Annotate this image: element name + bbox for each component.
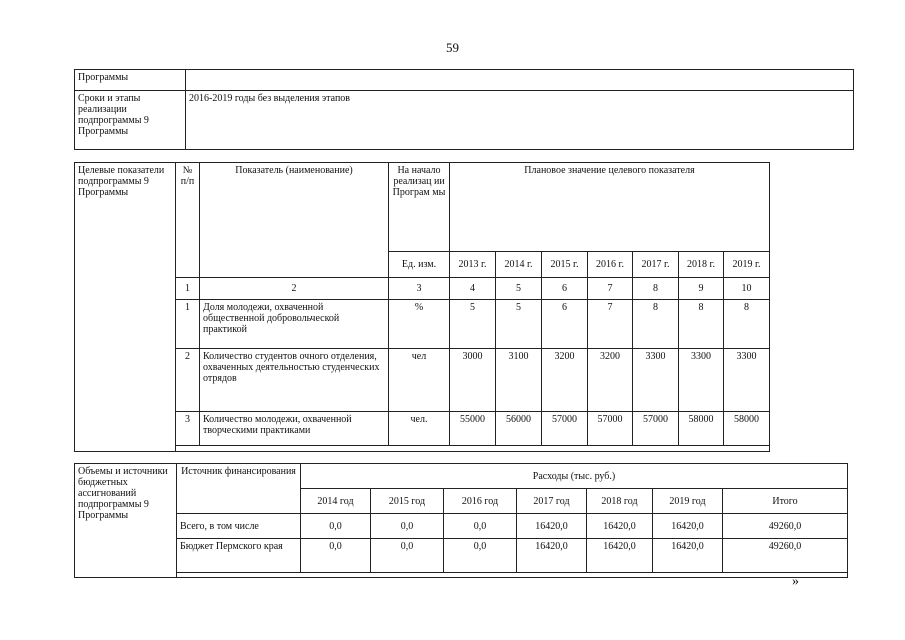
table-row bbox=[75, 349, 770, 412]
row-name: Доля молодежи, охваченной общественной добровольческой практикой bbox=[200, 300, 389, 349]
row-num: 1 bbox=[176, 300, 200, 349]
source-cell: Бюджет Пермского края bbox=[177, 539, 301, 573]
table-bottom-strip bbox=[176, 446, 770, 452]
row-name: Количество молодежи, охваченной творческими практиками bbox=[200, 412, 389, 446]
row-value: 3200 bbox=[588, 349, 633, 412]
row-unit: чел bbox=[389, 349, 450, 412]
row-num: 3 bbox=[176, 412, 200, 446]
table-row bbox=[75, 539, 848, 573]
year-cell: 2019 г. bbox=[724, 252, 770, 278]
indicators-side-label: Целевые показатели подпрограммы 9 Программы bbox=[75, 163, 176, 452]
row-value: 3100 bbox=[496, 349, 542, 412]
row-value: 58000 bbox=[724, 412, 770, 446]
colnum-cell: 6 bbox=[542, 278, 588, 300]
year-cell: 2014 г. bbox=[496, 252, 542, 278]
header-start: На начало реализац ии Програм мы bbox=[389, 163, 450, 252]
year-cell: 2014 год bbox=[301, 489, 371, 514]
row-num: 2 bbox=[176, 349, 200, 412]
table-row bbox=[75, 300, 770, 349]
colnum-cell: 7 bbox=[588, 278, 633, 300]
row-value: 56000 bbox=[496, 412, 542, 446]
year-cell: 2018 год bbox=[587, 489, 653, 514]
value-cell: 0,0 bbox=[301, 539, 371, 573]
year-cell: 2017 год bbox=[517, 489, 587, 514]
row-value: 3300 bbox=[724, 349, 770, 412]
row-unit: % bbox=[389, 300, 450, 349]
row-value: 8 bbox=[679, 300, 724, 349]
row-value: 3200 bbox=[542, 349, 588, 412]
column-numbers-row bbox=[75, 278, 770, 300]
programs-value bbox=[186, 70, 854, 91]
programs-label: Программы bbox=[75, 70, 186, 91]
colnum-cell: 3 bbox=[389, 278, 450, 300]
row-value: 57000 bbox=[588, 412, 633, 446]
terms-value: 2016-2019 годы без выделения этапов bbox=[186, 91, 854, 150]
colnum-cell: 4 bbox=[450, 278, 496, 300]
row-value: 5 bbox=[450, 300, 496, 349]
header-indicator-name: Показатель (наименование) bbox=[200, 163, 389, 278]
row-name: Количество студентов очного отделения, охваченных деятельностью студенческих отрядов bbox=[200, 349, 389, 412]
finance-table bbox=[74, 463, 848, 578]
finance-side-label: Объемы и источники бюджетных ассигнований подпрограммы 9 Программы bbox=[75, 464, 177, 578]
indicators-table bbox=[74, 162, 770, 452]
header-num: № п/п bbox=[176, 163, 200, 278]
value-cell: 16420,0 bbox=[517, 514, 587, 539]
row-value: 57000 bbox=[542, 412, 588, 446]
row-value: 57000 bbox=[633, 412, 679, 446]
total-cell: 49260,0 bbox=[723, 539, 848, 573]
header-expenses: Расходы (тыс. руб.) bbox=[301, 464, 848, 489]
value-cell: 16420,0 bbox=[517, 539, 587, 573]
year-cell: 2018 г. bbox=[679, 252, 724, 278]
terms-label: Сроки и этапы реализации подпрограммы 9 Программы bbox=[75, 91, 186, 150]
colnum-cell: 8 bbox=[633, 278, 679, 300]
row-value: 58000 bbox=[679, 412, 724, 446]
row-value: 8 bbox=[633, 300, 679, 349]
page-number: 59 bbox=[446, 40, 459, 55]
row-value: 7 bbox=[588, 300, 633, 349]
value-cell: 16420,0 bbox=[653, 539, 723, 573]
year-cell: 2017 г. bbox=[633, 252, 679, 278]
value-cell: 16420,0 bbox=[587, 539, 653, 573]
row-value: 8 bbox=[724, 300, 770, 349]
row-value: 5 bbox=[496, 300, 542, 349]
header-unit: Ед. изм. bbox=[389, 252, 450, 278]
row-value: 3000 bbox=[450, 349, 496, 412]
year-cell: 2015 год bbox=[371, 489, 444, 514]
total-header: Итого bbox=[723, 489, 848, 514]
finance-bottom-strip bbox=[177, 573, 848, 578]
closing-quote: » bbox=[792, 574, 799, 589]
year-cell: 2016 г. bbox=[588, 252, 633, 278]
value-cell: 0,0 bbox=[371, 514, 444, 539]
header-plan: Плановое значение целевого показателя bbox=[450, 163, 770, 252]
year-cell: 2019 год bbox=[653, 489, 723, 514]
top-table bbox=[74, 69, 854, 150]
row-value: 3300 bbox=[633, 349, 679, 412]
colnum-cell: 1 bbox=[176, 278, 200, 300]
row-value: 6 bbox=[542, 300, 588, 349]
colnum-cell: 2 bbox=[200, 278, 389, 300]
colnum-cell: 9 bbox=[679, 278, 724, 300]
value-cell: 0,0 bbox=[444, 539, 517, 573]
header-source: Источник финансирования bbox=[177, 464, 301, 514]
row-unit: чел. bbox=[389, 412, 450, 446]
value-cell: 0,0 bbox=[371, 539, 444, 573]
value-cell: 16420,0 bbox=[587, 514, 653, 539]
row-value: 3300 bbox=[679, 349, 724, 412]
table-row bbox=[75, 514, 848, 539]
year-cell: 2015 г. bbox=[542, 252, 588, 278]
year-cell: 2016 год bbox=[444, 489, 517, 514]
table-row bbox=[75, 412, 770, 446]
row-value: 55000 bbox=[450, 412, 496, 446]
colnum-cell: 5 bbox=[496, 278, 542, 300]
source-cell: Всего, в том числе bbox=[177, 514, 301, 539]
value-cell: 0,0 bbox=[301, 514, 371, 539]
value-cell: 16420,0 bbox=[653, 514, 723, 539]
colnum-cell: 10 bbox=[724, 278, 770, 300]
year-cell: 2013 г. bbox=[450, 252, 496, 278]
total-cell: 49260,0 bbox=[723, 514, 848, 539]
value-cell: 0,0 bbox=[444, 514, 517, 539]
